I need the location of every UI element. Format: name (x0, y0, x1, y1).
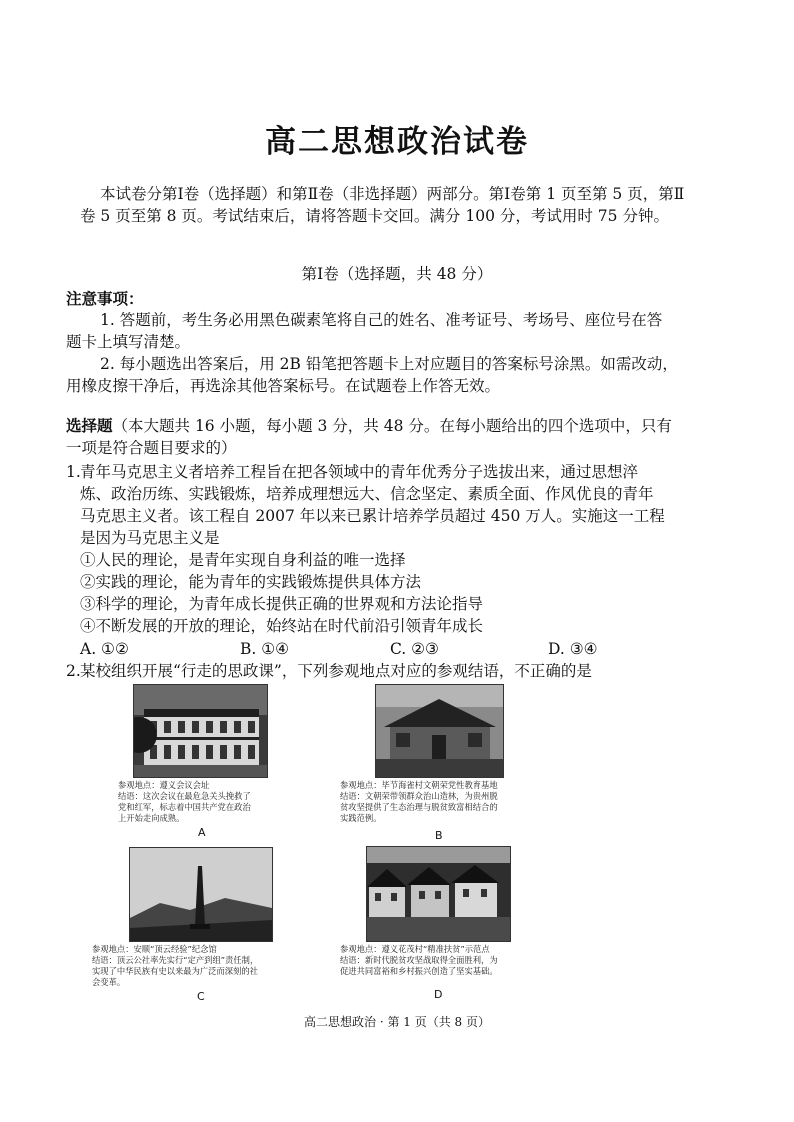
question-1-statement: ①人民的理论，是青年实现自身利益的唯一选择 (80, 551, 406, 569)
caption-a-line: 参观地点：遵义会议会址 (118, 780, 210, 790)
question-1-line: 马克思主义者。该工程自 2007 年以来已累计培养学员超过 450 万人。实施这一工程 (80, 507, 665, 525)
option-d: D. ③④ (548, 640, 598, 658)
question-2 (66, 660, 732, 682)
section-title: 第Ⅰ卷（选择题，共 48 分） (301, 265, 493, 283)
question-1-line: 炼、政治历练、实践锻炼，培养成理想远大、信念坚定、素质全面、作风优良的青年 (80, 485, 654, 503)
intro-paragraph (80, 183, 730, 227)
question-2-text: 某校组织开展“行走的思政课”，下列参观地点对应的参观结语，不正确的是 (80, 662, 592, 680)
choice-section-header (66, 415, 732, 459)
notice-item-2-line-2: 用橡皮擦干净后，再选涂其他答案标号。在试题卷上作答无效。 (66, 377, 501, 395)
question-1-number: 1. (66, 463, 81, 481)
caption-c-line: 结语：顶云公社率先实行“定产到组”责任制， (92, 955, 259, 965)
caption-c (92, 944, 307, 988)
notice-item-1-line-1: 1. 答题前，考生务必用黑色碳素笔将自己的姓名、准考证号、考场号、座位号在答 (100, 311, 663, 329)
question-1-options (80, 638, 732, 660)
caption-a (118, 780, 293, 824)
notice-heading: 注意事项： (66, 289, 144, 308)
caption-a-line: 上开始走向成熟。 (118, 813, 185, 823)
choice-header-bold: 选择题 (66, 416, 113, 435)
caption-b-line: 参观地点：毕节海雀村文朝荣党性教育基地 (340, 780, 498, 790)
option-c: C. ②③ (390, 640, 439, 658)
photo-b-haique-village (375, 684, 504, 778)
question-1-statement: ③科学的理论，为青年成长提供正确的世界观和方法论指导 (80, 595, 484, 613)
photo-d-huamao-village (366, 846, 511, 942)
caption-c-line: 实现了中华民族有史以来最为广泛而深刻的社 (92, 966, 258, 976)
page-title: 高二思想政治试卷 (265, 124, 529, 160)
intro-line-1: 本试卷分第Ⅰ卷（选择题）和第Ⅱ卷（非选择题）两部分。第Ⅰ卷第 1 页至第 5 页，第Ⅱ (100, 185, 685, 203)
question-1-line: 是因为马克思主义是 (80, 529, 220, 547)
caption-a-line: 结语：这次会议在最危急关头挽救了 (118, 791, 251, 801)
question-1 (66, 461, 732, 660)
caption-d (340, 944, 550, 977)
panel-b-label: B (435, 829, 443, 842)
question-2-number: 2. (66, 662, 81, 680)
notice-item-2-line-1: 2. 每小题选出答案后，用 2B 铅笔把答题卡上对应题目的答案标号涂黑。如需改动， (100, 355, 678, 373)
caption-b-line: 结语：文朝荣带领群众治山造林，为贵州脱 (340, 791, 498, 801)
question-1-statement: ②实践的理论，能为青年的实践锻炼提供具体方法 (80, 573, 422, 591)
notice-item-1-line-2: 题卡上填写清楚。 (66, 333, 191, 351)
caption-d-line: 促进共同富裕和乡村振兴创造了坚实基础。 (340, 966, 498, 976)
caption-d-line: 结语：新时代脱贫攻坚战取得全面胜利，为 (340, 955, 498, 965)
caption-c-line: 参观地点：安顺“顶云经验”纪念馆 (92, 944, 217, 954)
caption-a-line: 党和红军，标志着中国共产党在政治 (118, 802, 251, 812)
panel-d-label: D (434, 988, 443, 1001)
notice-list (66, 309, 732, 397)
page-footer: 高二思想政治 · 第 1 页（共 8 页） (304, 1015, 490, 1029)
panel-c-label: C (197, 990, 205, 1003)
question-1-line: 青年马克思主义者培养工程旨在把各领域中的青年优秀分子选拔出来，通过思想淬 (80, 463, 639, 481)
panel-a-label: A (198, 826, 206, 839)
photo-a-zunyi-meeting-site (133, 684, 268, 778)
caption-d-line: 参观地点：遵义花茂村“精准扶贫”示范点 (340, 944, 490, 954)
choice-header-rest-1: （本大题共 16 小题，每小题 3 分，共 48 分。在每小题给出的四个选项中，只有 (112, 417, 672, 435)
intro-line-2: 卷 5 页至第 8 页。考试结束后，请将答题卡交回。满分 100 分，考试用时 75 分钟。 (80, 207, 669, 225)
caption-b-line: 贫攻坚提供了生态治理与脱贫致富相结合的 (340, 802, 498, 812)
caption-b-line: 实践范例。 (340, 813, 382, 823)
option-a: A. ①② (80, 640, 129, 658)
caption-b (340, 780, 550, 824)
option-b: B. ①④ (240, 640, 290, 658)
question-1-statement: ④不断发展的开放的理论，始终站在时代前沿引领青年成长 (80, 617, 484, 635)
choice-header-rest-2: 一项是符合题目要求的） (66, 439, 237, 457)
photo-c-dingyun-memorial (129, 847, 273, 942)
caption-c-line: 会变革。 (92, 977, 126, 987)
